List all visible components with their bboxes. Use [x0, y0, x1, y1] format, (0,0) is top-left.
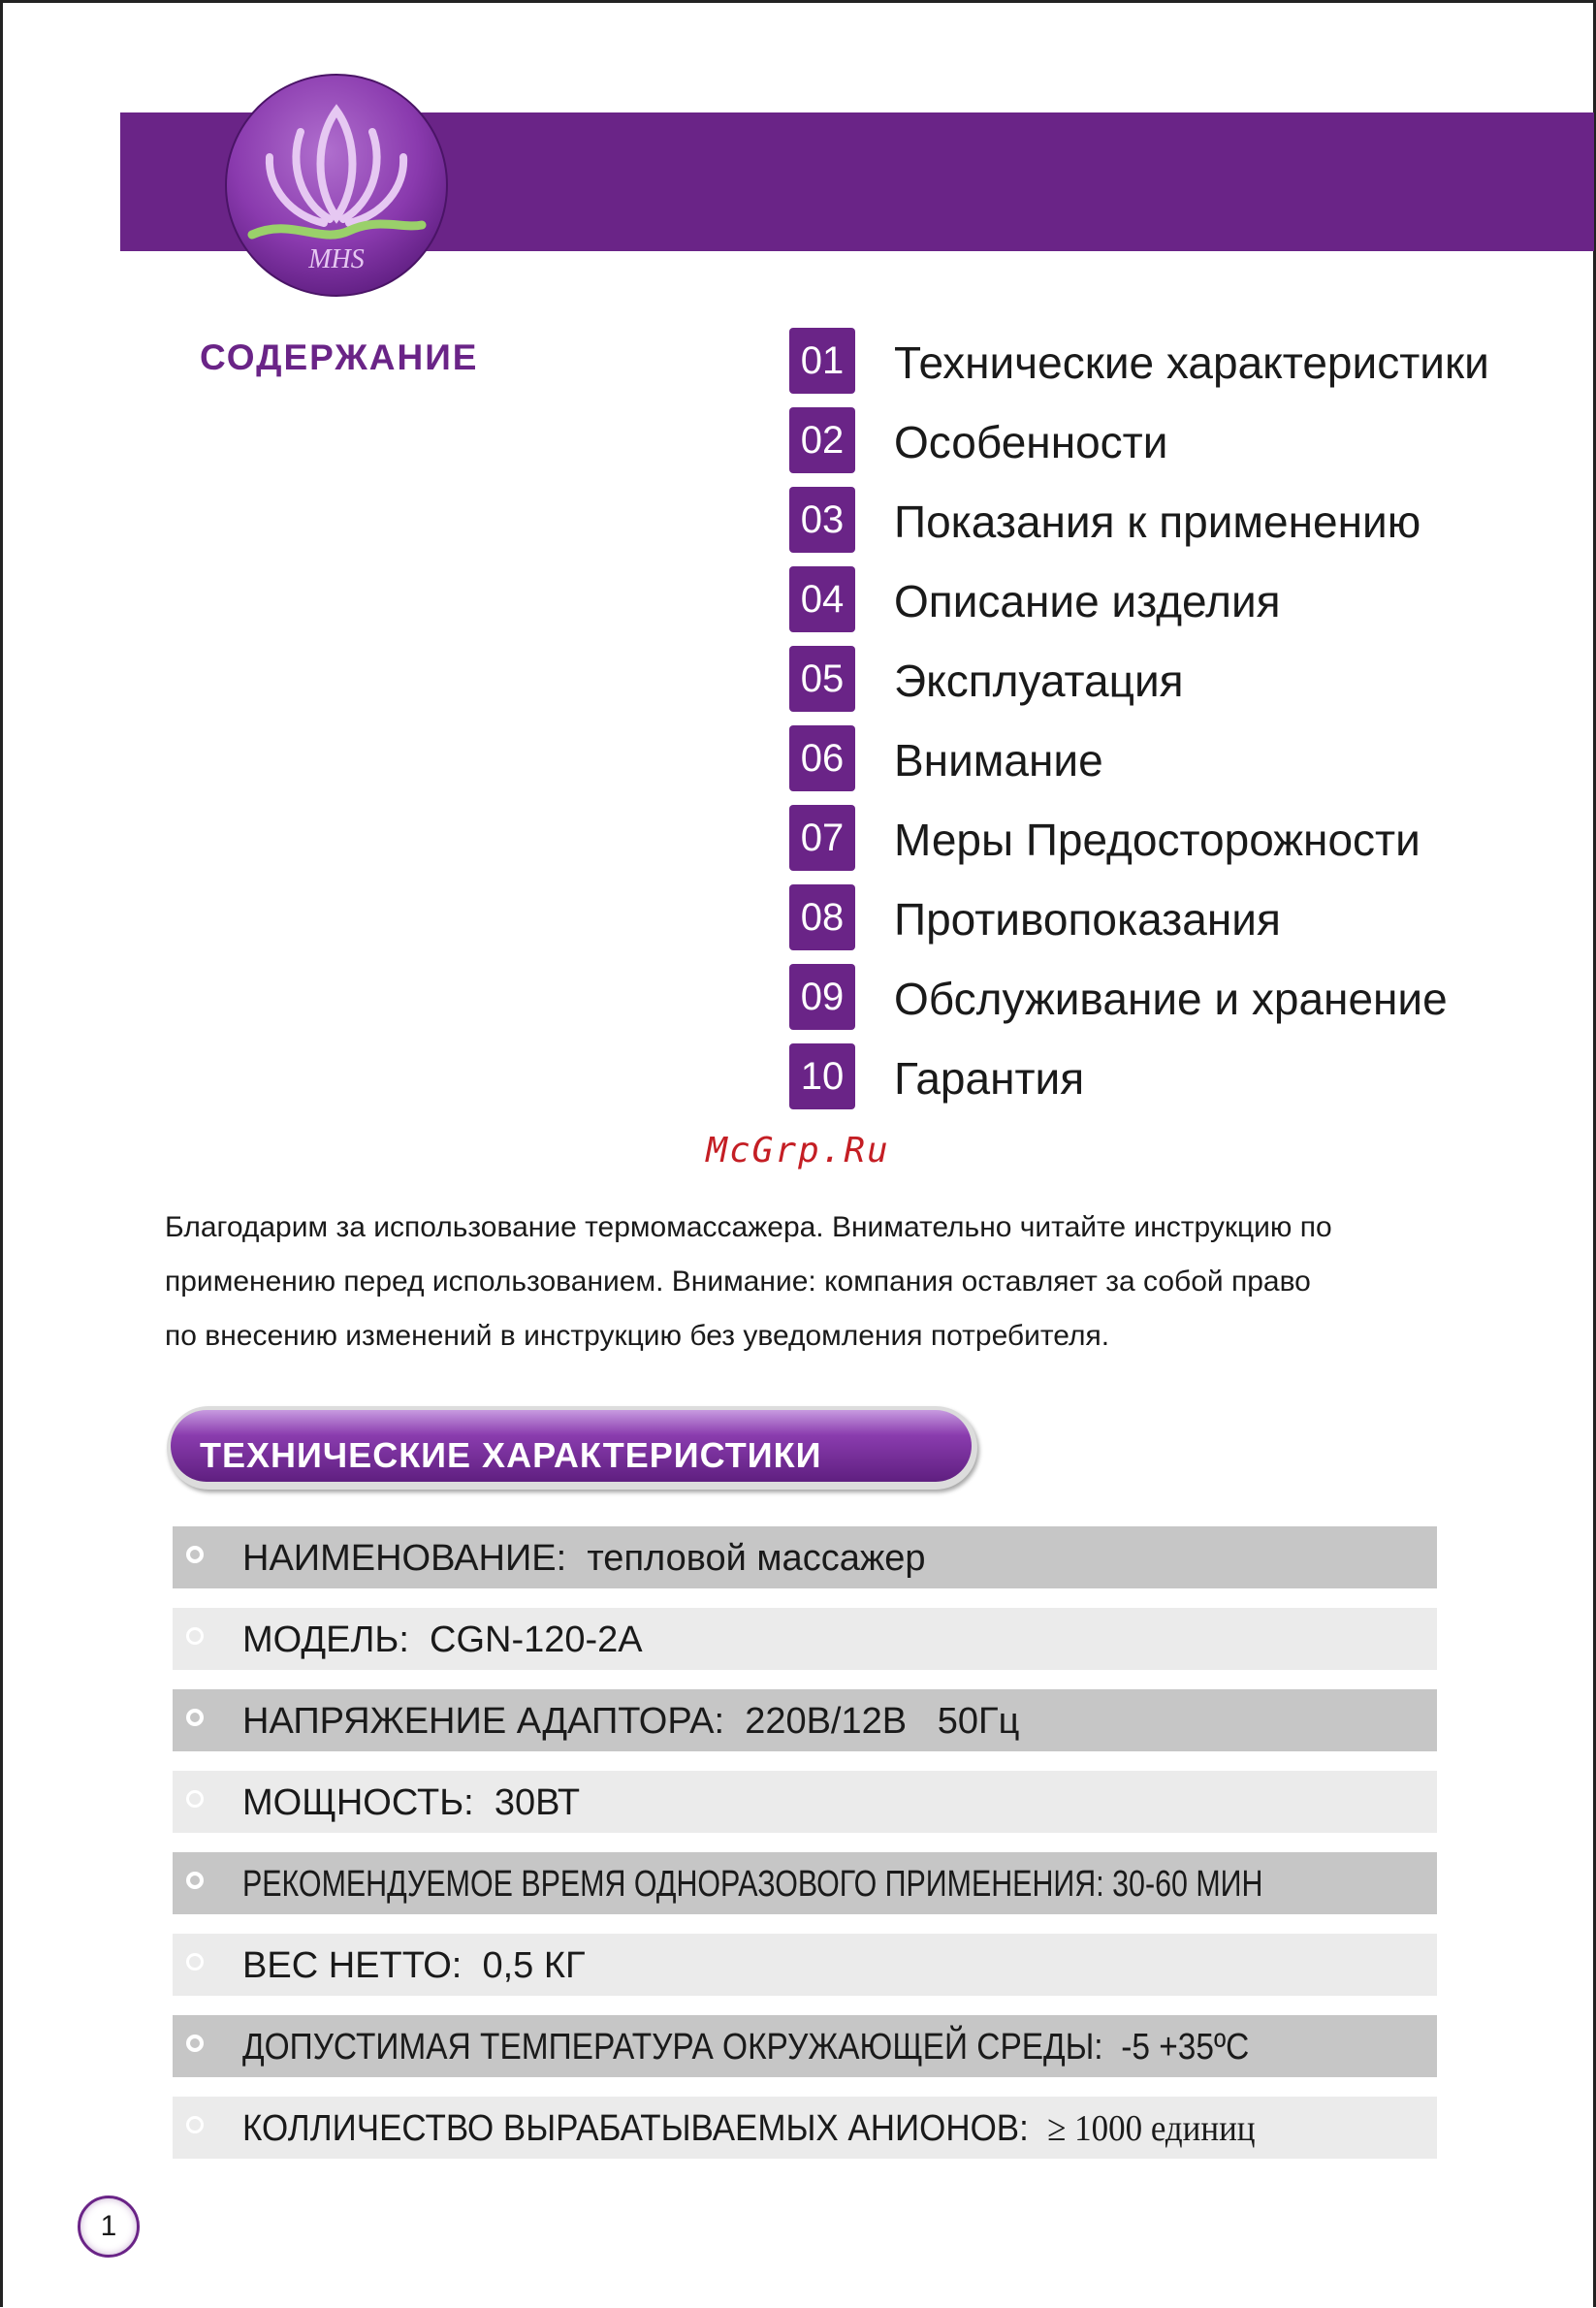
toc-label: Технические характеристики [894, 337, 1489, 388]
intro-line: применению перед использованием. Внимание: компания оставляет за собой право [165, 1266, 1311, 1298]
spec-label: ВЕС НЕТТО: [242, 1945, 463, 1986]
toc-item[interactable] [789, 646, 1584, 712]
toc-number: 03 [789, 487, 855, 553]
specs-section-header [167, 1406, 977, 1490]
toc-number: 02 [789, 407, 855, 473]
page-number: 1 [78, 2196, 140, 2258]
spec-value: ≥ 1000 единиц [1047, 2108, 1256, 2149]
toc-number: 10 [789, 1043, 855, 1109]
spec-value: 30ВТ [494, 1782, 581, 1823]
circle-bullet-icon [186, 2116, 204, 2133]
toc-title: СОДЕРЖАНИЕ [200, 337, 479, 377]
spec-row [173, 1771, 1437, 1833]
toc-label: Эксплуатация [894, 656, 1184, 706]
circle-bullet-icon [186, 2035, 204, 2052]
spec-label: МОДЕЛЬ: [242, 1619, 409, 1660]
watermark: McGrp.Ru [706, 1131, 890, 1170]
toc-item[interactable] [789, 1043, 1584, 1109]
toc-number: 07 [789, 805, 855, 871]
toc-number: 06 [789, 725, 855, 791]
circle-bullet-icon [186, 1627, 204, 1645]
spec-row [173, 2015, 1437, 2077]
toc-label: Показания к применению [894, 497, 1421, 547]
spec-label: МОЩНОСТЬ: [242, 1782, 474, 1823]
toc-item[interactable] [789, 805, 1584, 871]
logo [223, 72, 450, 299]
spec-label: НАПРЯЖЕНИЕ АДАПТОРА: [242, 1701, 725, 1742]
spec-row [173, 1934, 1437, 1996]
spec-text [242, 1701, 1019, 1742]
specs-title: ТЕХНИЧЕСКИЕ ХАРАКТЕРИСТИКИ [200, 1435, 822, 1475]
spec-row [173, 1689, 1437, 1751]
toc-item[interactable] [789, 407, 1584, 473]
circle-bullet-icon [186, 1546, 204, 1563]
spec-value: 0,5 КГ [482, 1945, 586, 1986]
spec-row [173, 1526, 1437, 1588]
spec-value: 30-60 МИН [1112, 1864, 1263, 1905]
toc-label: Обслуживание и хранение [894, 974, 1448, 1024]
circle-bullet-icon [186, 1872, 204, 1889]
spec-text [242, 1782, 580, 1823]
spec-value: -5 +35ºC [1121, 2027, 1250, 2068]
circle-bullet-icon [186, 1709, 204, 1726]
toc-item[interactable] [789, 328, 1584, 394]
toc-number: 04 [789, 566, 855, 632]
spec-label: ДОПУСТИМАЯ ТЕМПЕРАТУРА ОКРУЖАЮЩЕЙ СРЕДЫ: [242, 2027, 1103, 2068]
svg-text:MHS: MHS [308, 244, 365, 274]
spec-text [242, 1945, 586, 1986]
toc-label: Меры Предосторожности [894, 815, 1420, 865]
toc-label: Особенности [894, 417, 1168, 467]
circle-bullet-icon [186, 1953, 204, 1971]
toc-number: 01 [789, 328, 855, 394]
intro-line: Благодарим за использование термомассажера. Внимательно читайте инструкцию по [165, 1211, 1332, 1243]
toc-item[interactable] [789, 725, 1584, 791]
toc-item[interactable] [789, 964, 1584, 1030]
spec-text [242, 1538, 926, 1579]
spec-label: РЕКОМЕНДУЕМОЕ ВРЕМЯ ОДНОРАЗОВОГО ПРИМЕНЕНИЯ: [242, 1864, 1104, 1905]
toc-label: Противопоказания [894, 894, 1281, 945]
spec-row [173, 2097, 1437, 2159]
spec-text [242, 2027, 1249, 2068]
spec-text [242, 1619, 643, 1660]
toc-number: 08 [789, 884, 855, 950]
intro-line: по внесению изменений в инструкцию без уведомления потребителя. [165, 1320, 1110, 1352]
spec-row [173, 1852, 1437, 1914]
spec-text [242, 2108, 1256, 2149]
toc-item[interactable] [789, 487, 1584, 553]
spec-row [173, 1608, 1437, 1670]
spec-label: КОЛЛИЧЕСТВО ВЫРАБАТЫВАЕМЫХ АНИОНОВ: [242, 2108, 1029, 2149]
lotus-icon [223, 72, 450, 299]
toc-label: Гарантия [894, 1053, 1085, 1104]
toc-label: Описание изделия [894, 576, 1281, 626]
toc-label: Внимание [894, 735, 1103, 785]
spec-label: НАИМЕНОВАНИЕ: [242, 1538, 567, 1579]
spec-value: тепловой массажер [587, 1538, 926, 1579]
toc-number: 05 [789, 646, 855, 712]
toc-item[interactable] [789, 566, 1584, 632]
toc-number: 09 [789, 964, 855, 1030]
intro-text [165, 1201, 1522, 1363]
spec-text [242, 1864, 1262, 1905]
spec-value: CGN-120-2A [430, 1619, 643, 1660]
circle-bullet-icon [186, 1790, 204, 1808]
spec-value: 220В/12В 50Гц [745, 1701, 1020, 1742]
toc-item[interactable] [789, 884, 1584, 950]
